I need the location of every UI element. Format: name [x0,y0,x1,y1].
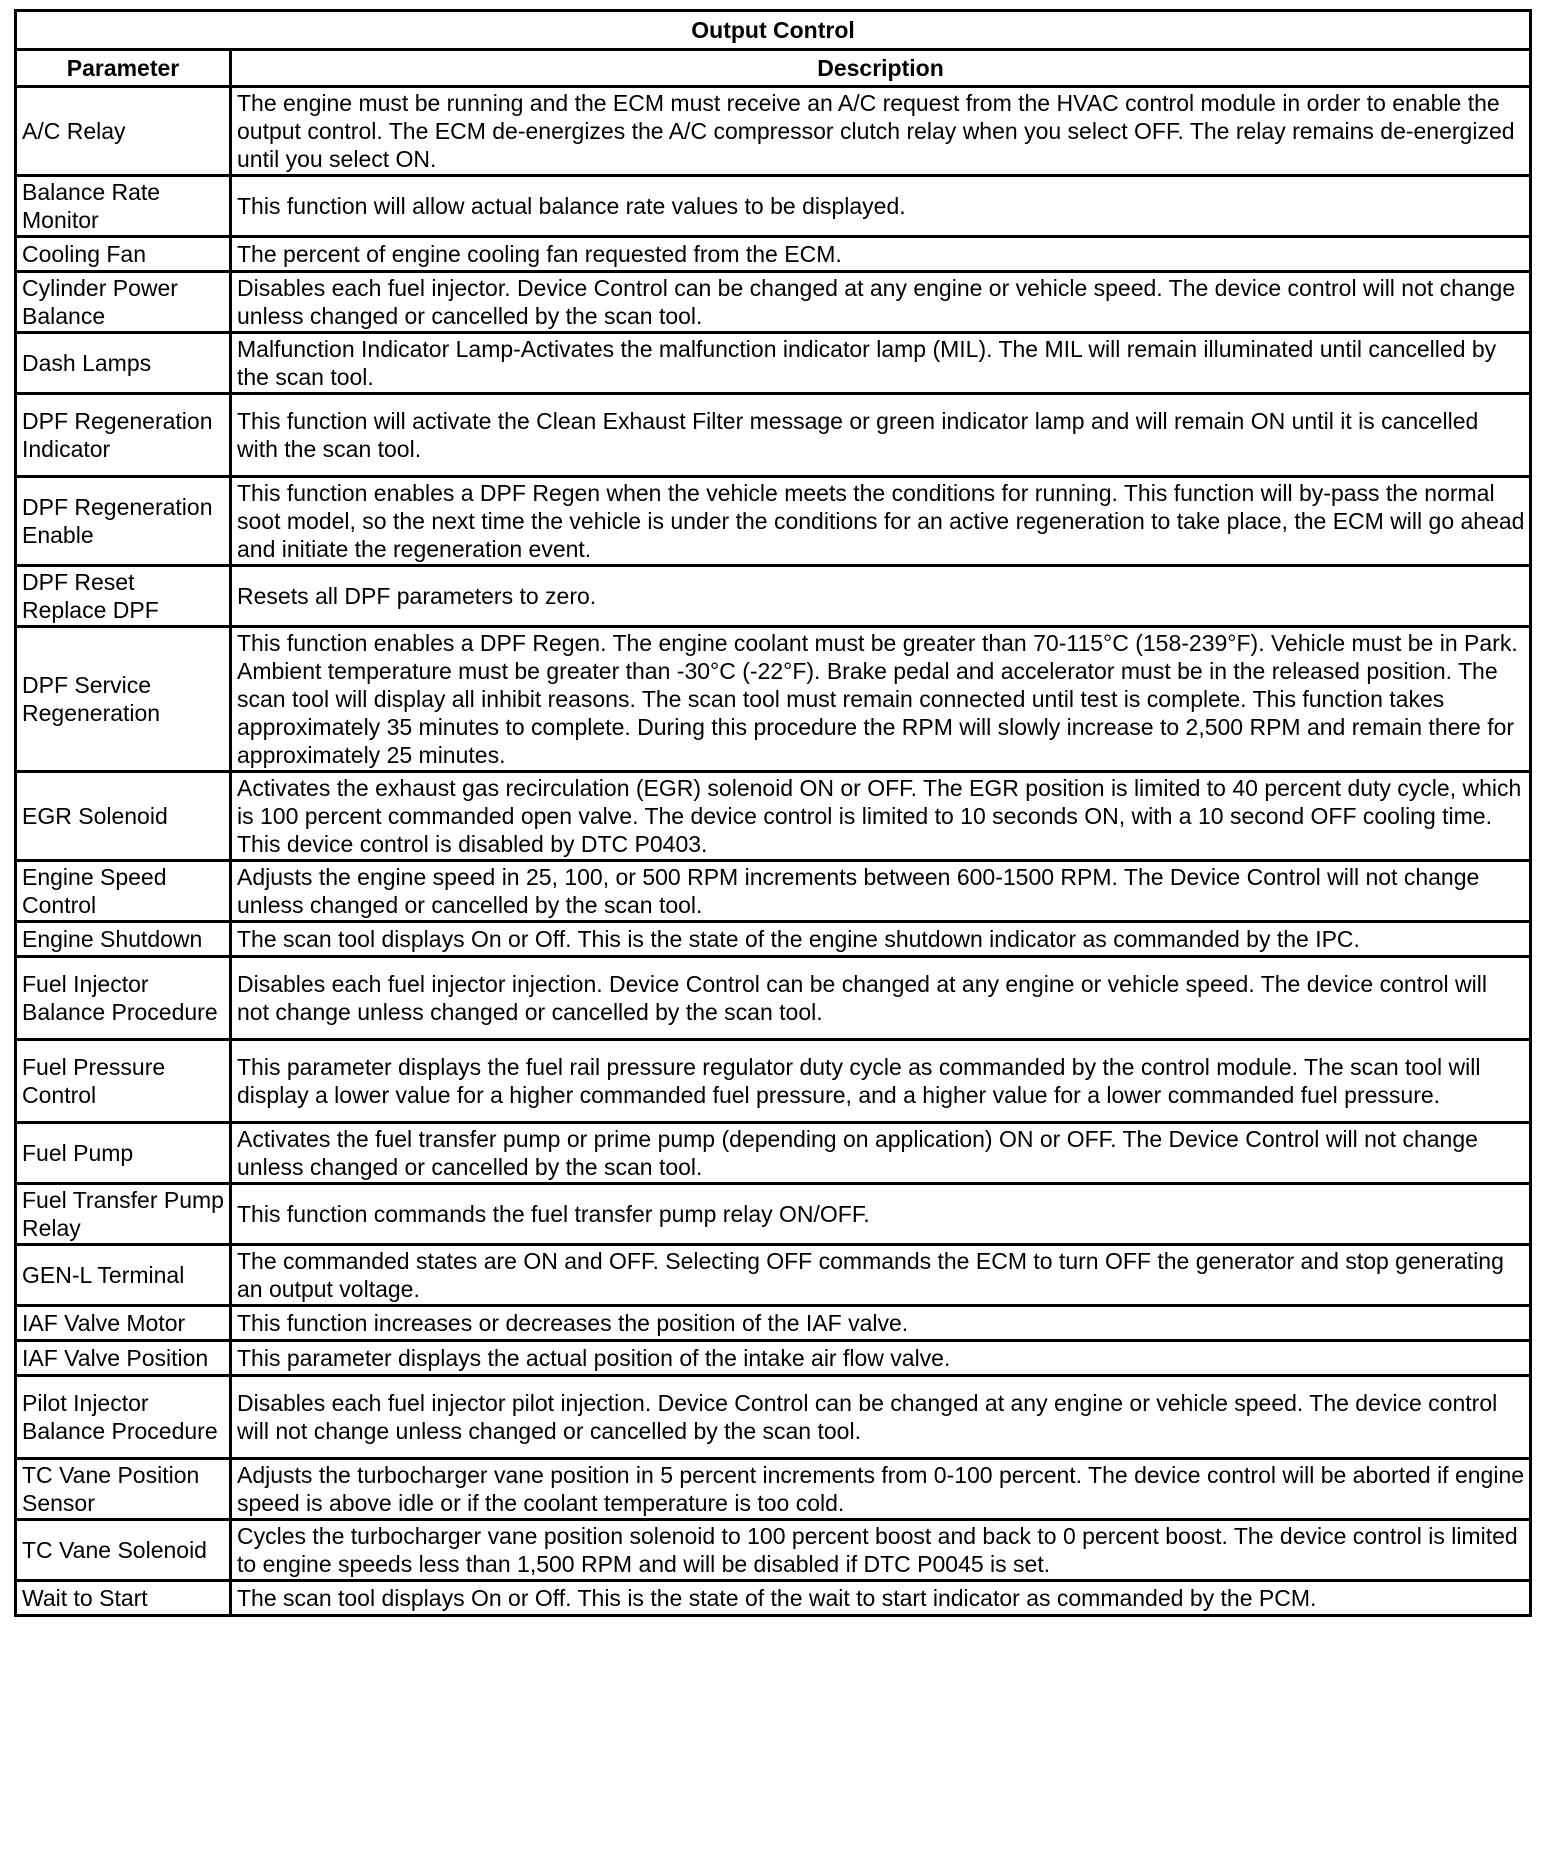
parameter-cell: IAF Valve Position [16,1341,231,1376]
table-row [16,176,1531,237]
parameter-cell: TC Vane Position Sensor [16,1459,231,1520]
parameter-cell: Fuel Injector Balance Procedure [16,957,231,1040]
table-row [16,272,1531,333]
description-cell: Adjusts the turbocharger vane position in 5 percent increments from 0-100 percent. The device control will be aborted if engine speed is above idle or if the coolant temperature is too cold. [231,1459,1531,1520]
description-cell: Disables each fuel injector pilot injection. Device Control can be changed at any engine or vehicle speed. The device control will not change unless changed or cancelled by the scan tool. [231,1376,1531,1459]
table-row [16,627,1531,772]
table-title-row [16,11,1531,50]
table-row [16,1184,1531,1245]
description-cell: The percent of engine cooling fan requested from the ECM. [231,237,1531,272]
column-header-parameter: Parameter [16,50,231,87]
parameter-cell: Fuel Pressure Control [16,1040,231,1123]
table-row [16,1306,1531,1341]
description-cell: This function enables a DPF Regen when the vehicle meets the conditions for running. This function will by-pass the normal soot model, so the next time the vehicle is under the conditions for an active regeneration to take place, the ECM will go ahead and initiate the regeneration event. [231,477,1531,566]
output-control-table [14,9,1532,1617]
description-cell: The engine must be running and the ECM must receive an A/C request from the HVAC control module in order to enable the output control. The ECM de-energizes the A/C compressor clutch relay when you select OFF. The relay remains de-energized until you select ON. [231,87,1531,176]
table-row [16,957,1531,1040]
parameter-cell: Wait to Start [16,1581,231,1616]
description-cell: This function increases or decreases the position of the IAF valve. [231,1306,1531,1341]
table-title: Output Control [16,11,1531,50]
description-cell: Activates the fuel transfer pump or prime pump (depending on application) ON or OFF. The Device Control will not change unless changed or cancelled by the scan tool. [231,1123,1531,1184]
parameter-cell: Fuel Pump [16,1123,231,1184]
parameter-cell: Balance Rate Monitor [16,176,231,237]
parameter-cell: A/C Relay [16,87,231,176]
parameter-cell: Pilot Injector Balance Procedure [16,1376,231,1459]
table-header-row [16,50,1531,87]
table-body [16,87,1531,1616]
table-row [16,861,1531,922]
table-row [16,1123,1531,1184]
description-cell: This function will activate the Clean Exhaust Filter message or green indicator lamp and will remain ON until it is cancelled with the scan tool. [231,394,1531,477]
column-header-description: Description [231,50,1531,87]
table-row [16,394,1531,477]
table-row [16,1341,1531,1376]
table-row [16,922,1531,957]
description-cell: The scan tool displays On or Off. This is the state of the engine shutdown indicator as commanded by the IPC. [231,922,1531,957]
description-cell: This function commands the fuel transfer pump relay ON/OFF. [231,1184,1531,1245]
description-cell: This function enables a DPF Regen. The engine coolant must be greater than 70-115°C (158-239°F). Vehicle must be in Park. Ambient temperature must be greater than -30°C (-22°F). Brake pedal and accelerator must be in the released position. The scan tool will display all inhibit reasons. The scan tool must remain connected until test is complete. This function takes approximately 35 minutes to complete. During this procedure the RPM will slowly increase to 2,500 RPM and remain there for approximately 25 minutes. [231,627,1531,772]
description-cell: This parameter displays the fuel rail pressure regulator duty cycle as commanded by the control module. The scan tool will display a lower value for a higher commanded fuel pressure, and a higher value for a lower commanded fuel pressure. [231,1040,1531,1123]
parameter-cell: GEN-L Terminal [16,1245,231,1306]
description-cell: Adjusts the engine speed in 25, 100, or 500 RPM increments between 600-1500 RPM. The Device Control will not change unless changed or cancelled by the scan tool. [231,861,1531,922]
description-cell: Disables each fuel injector injection. Device Control can be changed at any engine or vehicle speed. The device control will not change unless changed or cancelled by the scan tool. [231,957,1531,1040]
table-row [16,1459,1531,1520]
description-cell: The scan tool displays On or Off. This is the state of the wait to start indicator as commanded by the PCM. [231,1581,1531,1616]
table-row [16,477,1531,566]
parameter-cell: Fuel Transfer Pump Relay [16,1184,231,1245]
description-cell: The commanded states are ON and OFF. Selecting OFF commands the ECM to turn OFF the generator and stop generating an output voltage. [231,1245,1531,1306]
table-row [16,1520,1531,1581]
parameter-cell: DPF Service Regeneration [16,627,231,772]
parameter-cell: Engine Speed Control [16,861,231,922]
table-row [16,333,1531,394]
description-cell: Malfunction Indicator Lamp-Activates the malfunction indicator lamp (MIL). The MIL will remain illuminated until cancelled by the scan tool. [231,333,1531,394]
parameter-cell: IAF Valve Motor [16,1306,231,1341]
table-row [16,1581,1531,1616]
parameter-cell: TC Vane Solenoid [16,1520,231,1581]
description-cell: Activates the exhaust gas recirculation (EGR) solenoid ON or OFF. The EGR position is limited to 40 percent duty cycle, which is 100 percent commanded open valve. The device control is limited to 10 seconds ON, with a 10 second OFF cooling time. This device control is disabled by DTC P0403. [231,772,1531,861]
table-row [16,237,1531,272]
parameter-cell: DPF Regeneration Indicator [16,394,231,477]
parameter-cell: Cooling Fan [16,237,231,272]
description-cell: This parameter displays the actual position of the intake air flow valve. [231,1341,1531,1376]
parameter-cell: DPF Regeneration Enable [16,477,231,566]
parameter-cell: Cylinder Power Balance [16,272,231,333]
table-row [16,87,1531,176]
description-cell: Cycles the turbocharger vane position solenoid to 100 percent boost and back to 0 percent boost. The device control is limited to engine speeds less than 1,500 RPM and will be disabled if DTC P0045 is set. [231,1520,1531,1581]
table-row [16,1245,1531,1306]
table-row [16,1040,1531,1123]
description-cell: Disables each fuel injector. Device Control can be changed at any engine or vehicle speed. The device control will not change unless changed or cancelled by the scan tool. [231,272,1531,333]
parameter-cell: EGR Solenoid [16,772,231,861]
parameter-cell: Engine Shutdown [16,922,231,957]
parameter-cell: Dash Lamps [16,333,231,394]
description-cell: Resets all DPF parameters to zero. [231,566,1531,627]
table-row [16,1376,1531,1459]
table-row [16,566,1531,627]
parameter-cell: DPF Reset Replace DPF [16,566,231,627]
description-cell: This function will allow actual balance rate values to be displayed. [231,176,1531,237]
table-row [16,772,1531,861]
